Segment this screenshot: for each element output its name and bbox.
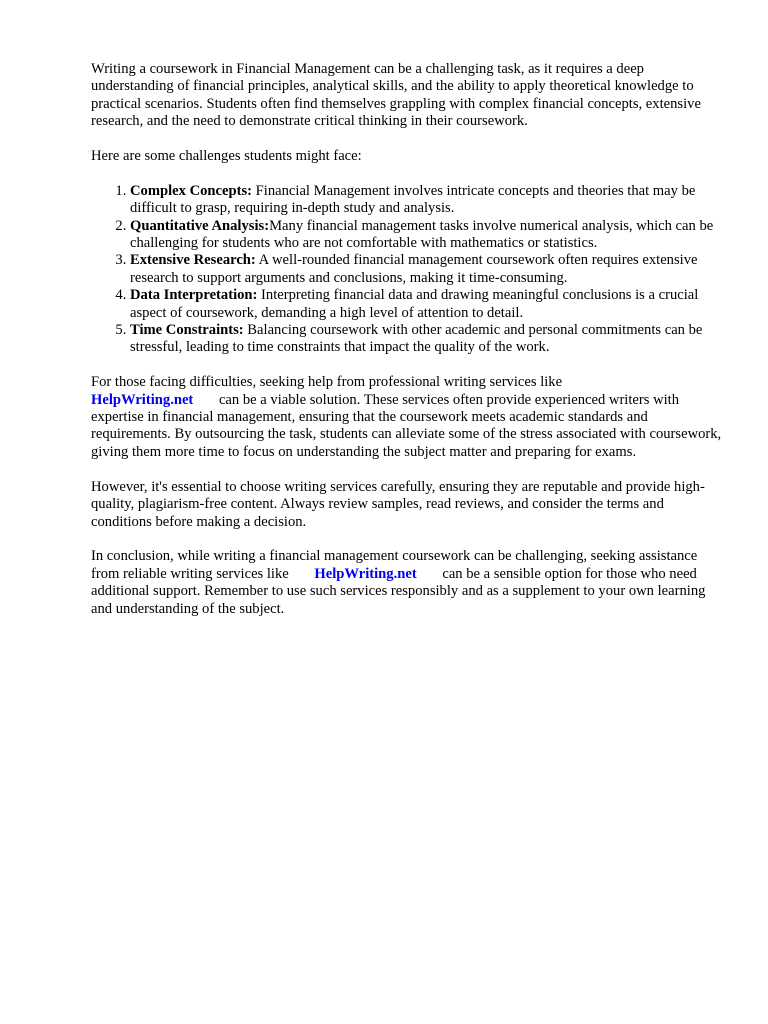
help-text-before: For those facing difficulties, seeking help from professional writing services like	[91, 374, 563, 391]
help-paragraph	[91, 374, 723, 461]
document-page	[91, 61, 723, 635]
list-item-text: Financial Management involves intricate concepts and theories that may be difficult to grasp, requiring in-depth study and analysis.	[130, 182, 696, 217]
conclusion-paragraph	[91, 548, 723, 618]
list-item-term: Quantitative Analysis:	[130, 217, 270, 234]
caution-paragraph: However, it's essential to choose writing services carefully, ensuring they are reputable and provide high-quality, plagiarism-free content. Always review samples, read reviews, and consider the terms and conditions before making a decision.	[91, 478, 705, 530]
list-item	[130, 183, 723, 218]
list-item-text: Interpreting financial data and drawing meaningful conclusions is a crucial aspect of coursework, demanding a high level of attention to detail.	[130, 287, 699, 321]
list-item-term: Complex Concepts:	[130, 182, 253, 199]
helpwriting-link[interactable]: HelpWriting.net	[91, 391, 194, 408]
help-text-after: can be a viable solution. These services often provide experienced writers with expertise in financial management, ensuring that the coursework meets academic standards and requirements. By outsourcing the task, students can alleviate some of the stress associated with coursework, giving them more time to focus on understanding the subject matter and preparing for exams.	[91, 391, 722, 460]
helpwriting-link[interactable]: HelpWriting.net	[314, 565, 417, 582]
list-item	[130, 287, 723, 322]
list-item	[130, 218, 723, 253]
list-item-term: Data Interpretation:	[130, 287, 258, 304]
conclusion-text-before: In conclusion, while writing a financial management coursework can be challenging, seeking assistance from reliable writing services like	[91, 548, 698, 582]
challenges-list	[91, 183, 723, 357]
conclusion-text-after: can be a sensible option for those who need additional support. Remember to use such services responsibly and as a supplement to your own learning and understanding of the subject.	[91, 565, 706, 617]
list-item	[130, 322, 723, 357]
intro-paragraph: Writing a coursework in Financial Management can be a challenging task, as it requires a deep understanding of financial principles, analytical skills, and the ability to apply theoretical knowledge to practical scenarios. Students often find themselves grappling with complex financial concepts, extensive research, and the need to demonstrate critical thinking in their coursework.	[91, 61, 701, 130]
list-item-term: Time Constraints:	[130, 322, 244, 339]
list-item	[130, 252, 723, 287]
list-item-text: A well-rounded financial management coursework often requires extensive research to support arguments and conclusions, making it time-consuming.	[130, 252, 698, 286]
challenges-intro: Here are some challenges students might face:	[91, 148, 362, 165]
list-item-text: Balancing coursework with other academic and personal commitments can be stressful, leading to time constraints that impact the quality of the work.	[130, 322, 703, 356]
list-item-term: Extensive Research:	[130, 252, 256, 269]
list-item-text: Many financial management tasks involve numerical analysis, which can be challenging for students who are not comfortable with mathematics or statistics.	[130, 217, 714, 252]
